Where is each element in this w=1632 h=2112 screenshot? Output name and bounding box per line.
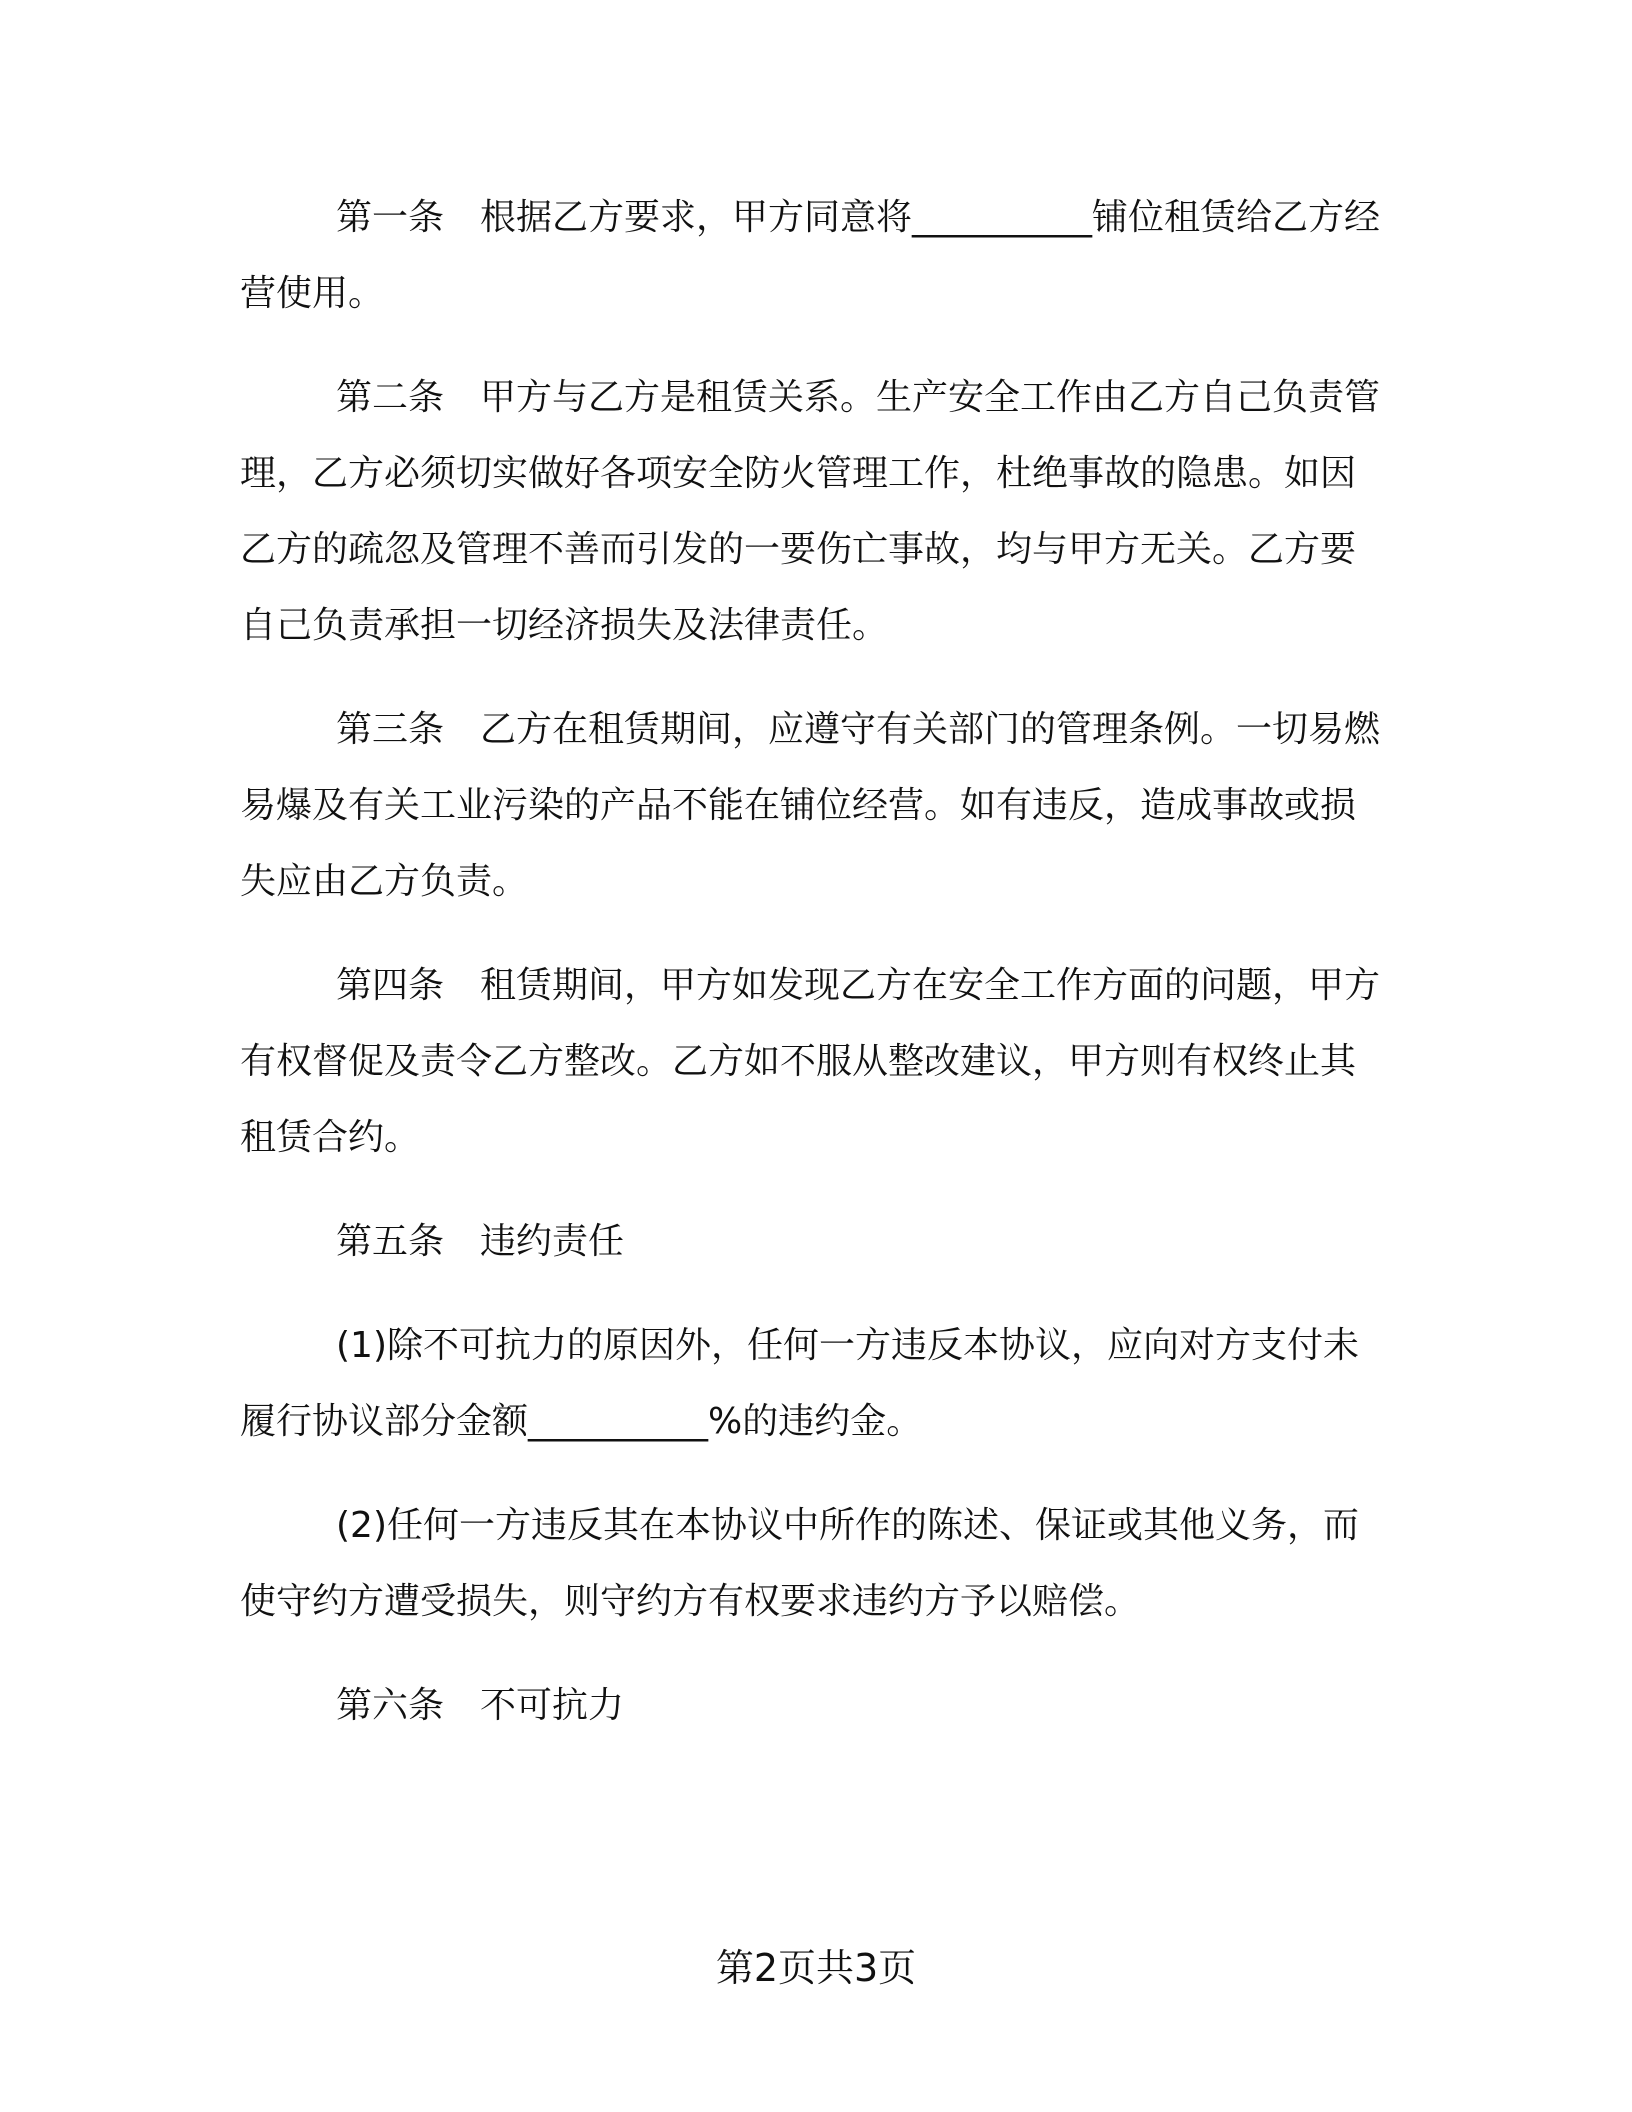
page-number-footer: 第2页共3页 [715, 1946, 917, 1990]
clause-2-paragraph: 第二条 甲方与乙方是租赁关系。生产安全工作由乙方自己负责管理，乙方必须切实做好各项安全防火管理工作，杜绝事故的隐患。如因乙方的疏忽及管理不善而引发的一要伤亡事故，均与甲方无关。乙方要自己负责承担一切经济损失及法律责任。 [240, 377, 1381, 646]
clause-3-paragraph: 第三条 乙方在租赁期间，应遵守有关部门的管理条例。一切易燃易爆及有关工业污染的产品不能在铺位经营。如有违反，造成事故或损失应由乙方负责。 [240, 709, 1381, 902]
clause-4-paragraph: 第四条 租赁期间，甲方如发现乙方在安全工作方面的问题，甲方有权督促及责令乙方整改。乙方如不服从整改建议，甲方则有权终止其租赁合约。 [240, 965, 1381, 1158]
clause-1-paragraph: 第一条 根据乙方要求，甲方同意将__________铺位租赁给乙方经营使用。 [240, 197, 1381, 314]
clause-5-item-2: (2)任何一方违反其在本协议中所作的陈述、保证或其他义务，而使守约方遭受损失，则守约方有权要求违约方予以赔偿。 [240, 1505, 1359, 1622]
clause-6-heading: 第六条 不可抗力 [336, 1685, 625, 1726]
clause-5-item-1: (1)除不可抗力的原因外，任何一方违反本协议，应向对方支付未履行协议部分金额__________%的违约金。 [240, 1325, 1359, 1442]
document-body [240, 180, 1390, 1770]
clause-5-heading: 第五条 违约责任 [336, 1221, 625, 1262]
